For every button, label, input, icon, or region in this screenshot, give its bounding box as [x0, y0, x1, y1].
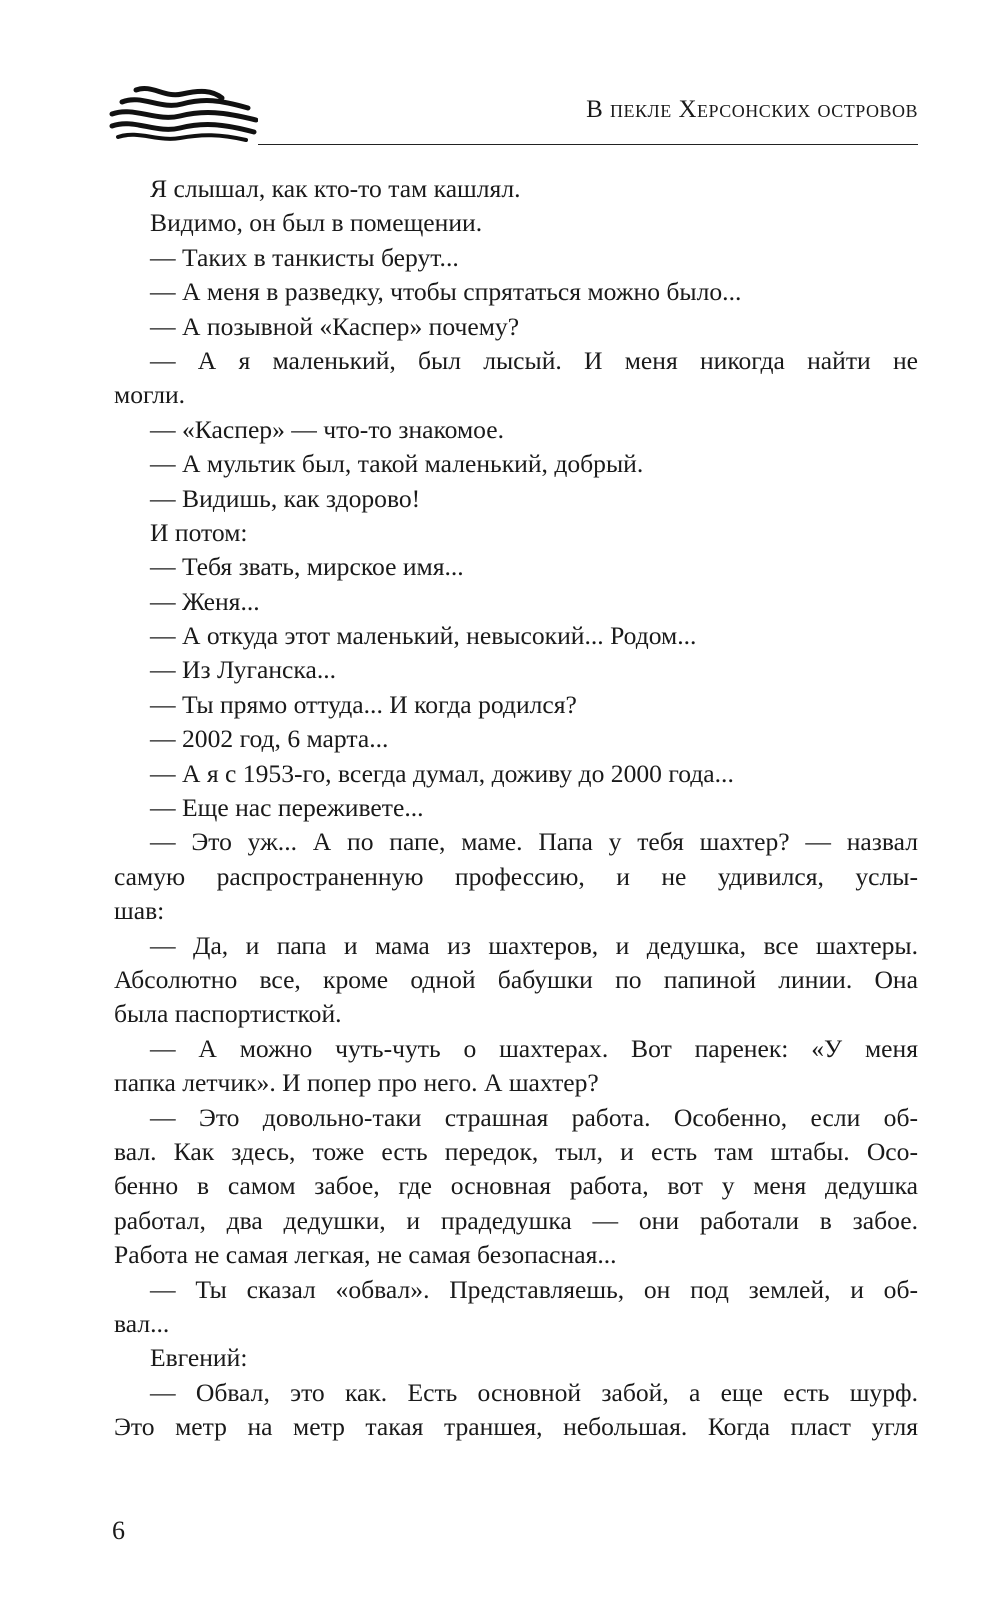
text-line: — Тебя звать, мирское имя...	[150, 552, 464, 582]
text-line: — А откуда этот маленький, невысокий... Родом...	[150, 621, 697, 651]
text-line: Евгений:	[150, 1343, 248, 1373]
text-line: — Видишь, как здорово!	[150, 483, 421, 513]
body-text	[114, 172, 918, 1444]
text-line: — Да, и папа и мама из шахтеров, и дедушка, все шахтеры.	[150, 930, 918, 960]
text-line: — А я с 1953-го, всегда думал, доживу до 2000 года...	[150, 758, 734, 788]
text-line: — Женя...	[150, 586, 260, 616]
page-number: 6	[112, 1516, 125, 1545]
text-line: — Ты сказал «обвал». Представляешь, он под землей, и об-	[150, 1274, 918, 1304]
text-line: — Из Луганска...	[150, 655, 337, 685]
text-line: могли.	[114, 380, 186, 410]
text-line: — А можно чуть-чуть о шахтерах. Вот паренек: «У меня	[150, 1033, 918, 1063]
text-line: — Ты прямо оттуда... И когда родился?	[150, 689, 577, 719]
text-line: Это метр на метр такая траншея, небольшая. Когда пласт угля	[114, 1412, 918, 1442]
text-line: работал, два дедушки, и прадедушка — они работали в забое.	[114, 1205, 918, 1235]
header-rule	[258, 144, 918, 145]
text-line: — Обвал, это как. Есть основной забой, а еще есть шурф.	[150, 1377, 918, 1407]
running-header-title: В пекле Херсонских островов	[586, 96, 918, 123]
text-line: была паспортисткой.	[114, 999, 342, 1029]
text-line: — А я маленький, был лысый. И меня никогда найти не	[150, 345, 918, 375]
waving-flag-stripes-icon	[108, 82, 258, 144]
text-line: — Это уж... А по папе, маме. Папа у тебя шахтер? — назвал	[150, 827, 918, 857]
text-line: — А мультик был, такой маленький, добрый.	[150, 449, 644, 479]
text-line: — 2002 год, 6 марта...	[150, 724, 389, 754]
text-line: Работа не самая легкая, не самая безопасная...	[114, 1240, 617, 1270]
text-line: Абсолютно все, кроме одной бабушки по папиной линии. Она	[114, 964, 918, 994]
text-line: — Еще нас переживете...	[150, 793, 424, 823]
text-line: — А позывной «Каспер» почему?	[150, 311, 520, 341]
text-line: — Таких в танкисты берут...	[150, 242, 459, 272]
text-line: бенно в самом забое, где основная работа, вот у меня дедушка	[114, 1171, 918, 1201]
text-line: Я слышал, как кто-то там кашлял.	[150, 174, 521, 203]
text-line: вал. Как здесь, тоже есть передок, тыл, и есть там штабы. Осо-	[114, 1136, 918, 1166]
text-line: самую распространенную профессию, и не удивился, услы-	[114, 861, 918, 891]
text-line: И потом:	[150, 517, 248, 547]
text-line: — А меня в разведку, чтобы спрятаться можно было...	[150, 277, 742, 307]
text-line: вал...	[114, 1308, 170, 1338]
text-line: папка летчик». И попер про него. А шахтер?	[114, 1068, 599, 1098]
text-line: — Это довольно-таки страшная работа. Особенно, если об-	[150, 1102, 918, 1132]
text-line: — «Каспер» — что-то знакомое.	[150, 414, 505, 444]
text-line: Видимо, он был в помещении.	[150, 208, 483, 238]
text-line: шав:	[114, 896, 165, 926]
